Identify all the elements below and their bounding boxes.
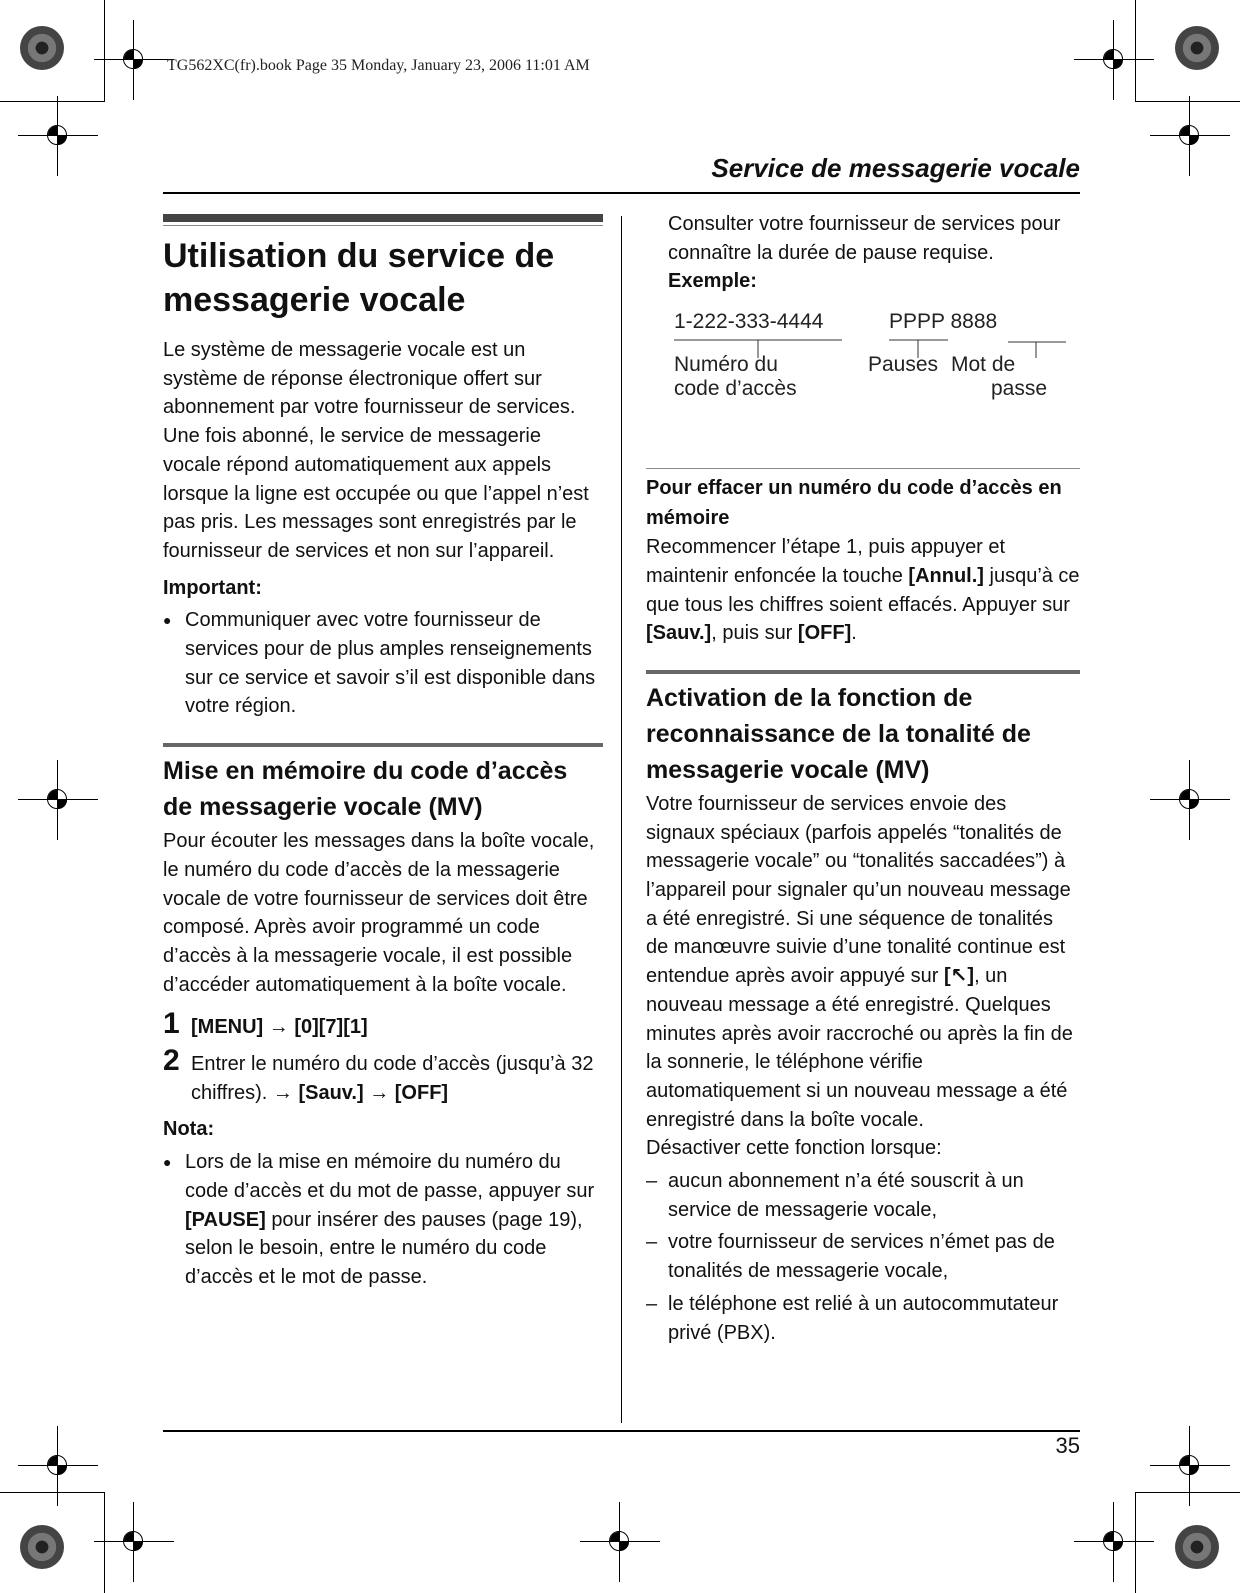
crop-line bbox=[104, 1492, 105, 1593]
section2-title-line: Mise en mémoire du code d’accès bbox=[163, 757, 568, 786]
important-label: Important: bbox=[163, 576, 262, 599]
header-rule bbox=[163, 192, 1080, 194]
registration-mark-icon bbox=[1096, 1524, 1132, 1560]
printer-slug: TG562XC(fr).book Page 35 Monday, January 23, 2006 11:01 AM bbox=[167, 57, 590, 74]
crop-line bbox=[104, 0, 105, 102]
section2-title bbox=[163, 753, 603, 825]
off-key: [OFF] bbox=[797, 622, 852, 645]
title-bar-thin bbox=[163, 225, 603, 226]
section3-body bbox=[646, 790, 1080, 1134]
crop-line bbox=[1135, 101, 1240, 102]
erase-rule bbox=[646, 468, 1080, 469]
section3-text: , un nouveau message a été enregistré. Quelques minutes après avoir raccroché ou après la fin de la sonnerie, le téléphone vérifie automatiquement si un nouveau message a été enregistré dans la boîte vocale. bbox=[646, 965, 1073, 1131]
color-target-icon bbox=[1175, 26, 1219, 70]
important-bullet: ● Communiquer avec votre fournisseur de services pour de plus amples renseignements sur ce service et savoir s’il est disponible dans votre région. bbox=[163, 606, 603, 721]
crop-line bbox=[1135, 0, 1136, 102]
registration-mark-icon bbox=[40, 782, 76, 818]
pause-key: [PAUSE] bbox=[185, 1208, 266, 1231]
left-column bbox=[163, 214, 603, 1292]
crop-line bbox=[1135, 1492, 1240, 1493]
talk-key-icon: [↖] bbox=[943, 965, 975, 988]
dash-item: – le téléphone est relié à un autocommutateur privé (PBX). bbox=[646, 1290, 1080, 1347]
dash-item: – aucun abonnement n’a été souscrit à un service de messagerie vocale, bbox=[646, 1167, 1080, 1224]
column-divider bbox=[621, 216, 622, 1423]
disable-intro: Désactiver cette fonction lorsque: bbox=[646, 1137, 942, 1160]
dash-item: – votre fournisseur de services n’émet pas de tonalités de messagerie vocale, bbox=[646, 1228, 1080, 1285]
step2-keys: → [Sauv.] → [OFF] bbox=[272, 1081, 449, 1104]
section-title bbox=[163, 234, 603, 322]
section3-title bbox=[646, 680, 1080, 788]
step2-text: Entrer le numéro du code d’accès (jusqu’à 32 chiffres). bbox=[191, 1053, 594, 1104]
example-label-pauses: Pauses bbox=[868, 353, 939, 377]
crop-line bbox=[0, 1492, 105, 1493]
nota-text: Lors de la mise en mémoire du numéro du code d’accès et du mot de passe, appuyer sur bbox=[185, 1151, 595, 1202]
crop-line bbox=[1135, 1492, 1136, 1593]
crop-line bbox=[0, 101, 105, 102]
section2-intro: Pour écouter les messages dans la boîte vocale, le numéro du code d’accès de la messagerie vocale de votre fournisseur de services doit être composé. Après avoir programmé un code d’accès à la messagerie vocale, il est possible d’accéder automatiquement à la boîte vocale. bbox=[163, 830, 595, 996]
example-label-line: passe bbox=[991, 377, 1048, 401]
registration-mark-icon bbox=[602, 1524, 638, 1560]
registration-mark-icon bbox=[116, 1524, 152, 1560]
title-bar bbox=[163, 214, 603, 222]
section3-title-line: Activation de la fonction de bbox=[646, 683, 973, 712]
color-target-icon bbox=[20, 26, 64, 70]
section-title-line: Utilisation du service de bbox=[163, 237, 555, 275]
sauv-key: [Sauv.] bbox=[646, 622, 712, 645]
registration-mark-icon bbox=[116, 42, 152, 78]
erase-text-part: . bbox=[851, 622, 857, 645]
erase-text bbox=[646, 533, 1080, 648]
color-target-icon bbox=[1175, 1525, 1219, 1569]
section3-title-line: messagerie vocale (MV) bbox=[646, 755, 930, 784]
registration-mark-icon bbox=[1172, 118, 1208, 154]
registration-mark-icon bbox=[40, 118, 76, 154]
step-number: 2 bbox=[163, 1044, 180, 1078]
nota-text: pour insérer des pauses (page 19), selon le besoin, entre le numéro du code d’accès et le mot de passe. bbox=[185, 1208, 583, 1288]
example-diagram bbox=[646, 296, 1080, 436]
example-access-code: 1-222-333-4444 bbox=[674, 310, 824, 334]
example-label-line: Mot de bbox=[951, 353, 1016, 377]
erase-title: Pour effacer un numéro du code d’accès en mémoire bbox=[646, 477, 1062, 530]
registration-mark-icon bbox=[1096, 42, 1132, 78]
footer-rule bbox=[163, 1430, 1080, 1432]
example-label-line: Numéro du bbox=[674, 353, 778, 377]
nota-label: Nota: bbox=[163, 1118, 215, 1141]
section3-title-line: reconnaissance de la tonalité de bbox=[646, 719, 1031, 748]
section-bar bbox=[646, 670, 1080, 674]
section-title-line: messagerie vocale bbox=[163, 281, 466, 319]
section2-title-line: de messagerie vocale (MV) bbox=[163, 793, 483, 822]
page-header-title: Service de messagerie vocale bbox=[711, 153, 1080, 183]
step-2 bbox=[163, 1044, 603, 1107]
step-1 bbox=[163, 1007, 603, 1042]
section-bar bbox=[163, 743, 603, 747]
registration-mark-icon bbox=[40, 1448, 76, 1484]
registration-mark-icon bbox=[1172, 782, 1208, 818]
page-number: 35 bbox=[1055, 1433, 1080, 1458]
annul-key: [Annul.] bbox=[908, 564, 984, 587]
intro-paragraph: Le système de messagerie vocale est un système de réponse électronique offert sur abonnement par votre fournisseur de services. Une fois abonné, le service de messagerie vocale répond automatiquement aux appels lorsque la ligne est occupée ou que l’appel n’est pas pris. Les messages sont enregistrés par le fournisseur de services et non sur l’appareil. bbox=[163, 339, 589, 562]
erase-text-part: Recommencer l’étape 1, puis appuyer et maintenir enfoncée la touche bbox=[646, 536, 1006, 587]
nota-bullet bbox=[163, 1148, 603, 1292]
erase-text-part: , puis sur bbox=[711, 622, 793, 645]
example-label-line: code d’accès bbox=[674, 377, 797, 401]
pause-note: Consulter votre fournisseur de services pour connaître la durée de pause requise. bbox=[668, 213, 1061, 264]
step-number: 1 bbox=[163, 1007, 180, 1041]
right-column bbox=[646, 210, 1080, 1347]
example-label: Exemple: bbox=[668, 270, 757, 293]
step1-keys: [MENU] → [0][7][1] bbox=[191, 1016, 368, 1039]
color-target-icon bbox=[20, 1525, 64, 1569]
registration-mark-icon bbox=[1172, 1448, 1208, 1484]
example-pauses-password: PPPP 8888 bbox=[889, 310, 998, 334]
erase-text-part: jusqu’à ce que tous les chiffres soient effacés. Appuyer sur bbox=[646, 564, 1080, 616]
section3-text: Votre fournisseur de services envoie des signaux spéciaux (parfois appelés “tonalités de messagerie vocale” ou “tonalités saccadées”) à l’appareil pour signaler qu’un nouveau message a été enregistré. Si une séquence de tonalités de manœuvre suivie d’une tonalité continue est entendue après avoir appuyé sur bbox=[646, 792, 1071, 988]
